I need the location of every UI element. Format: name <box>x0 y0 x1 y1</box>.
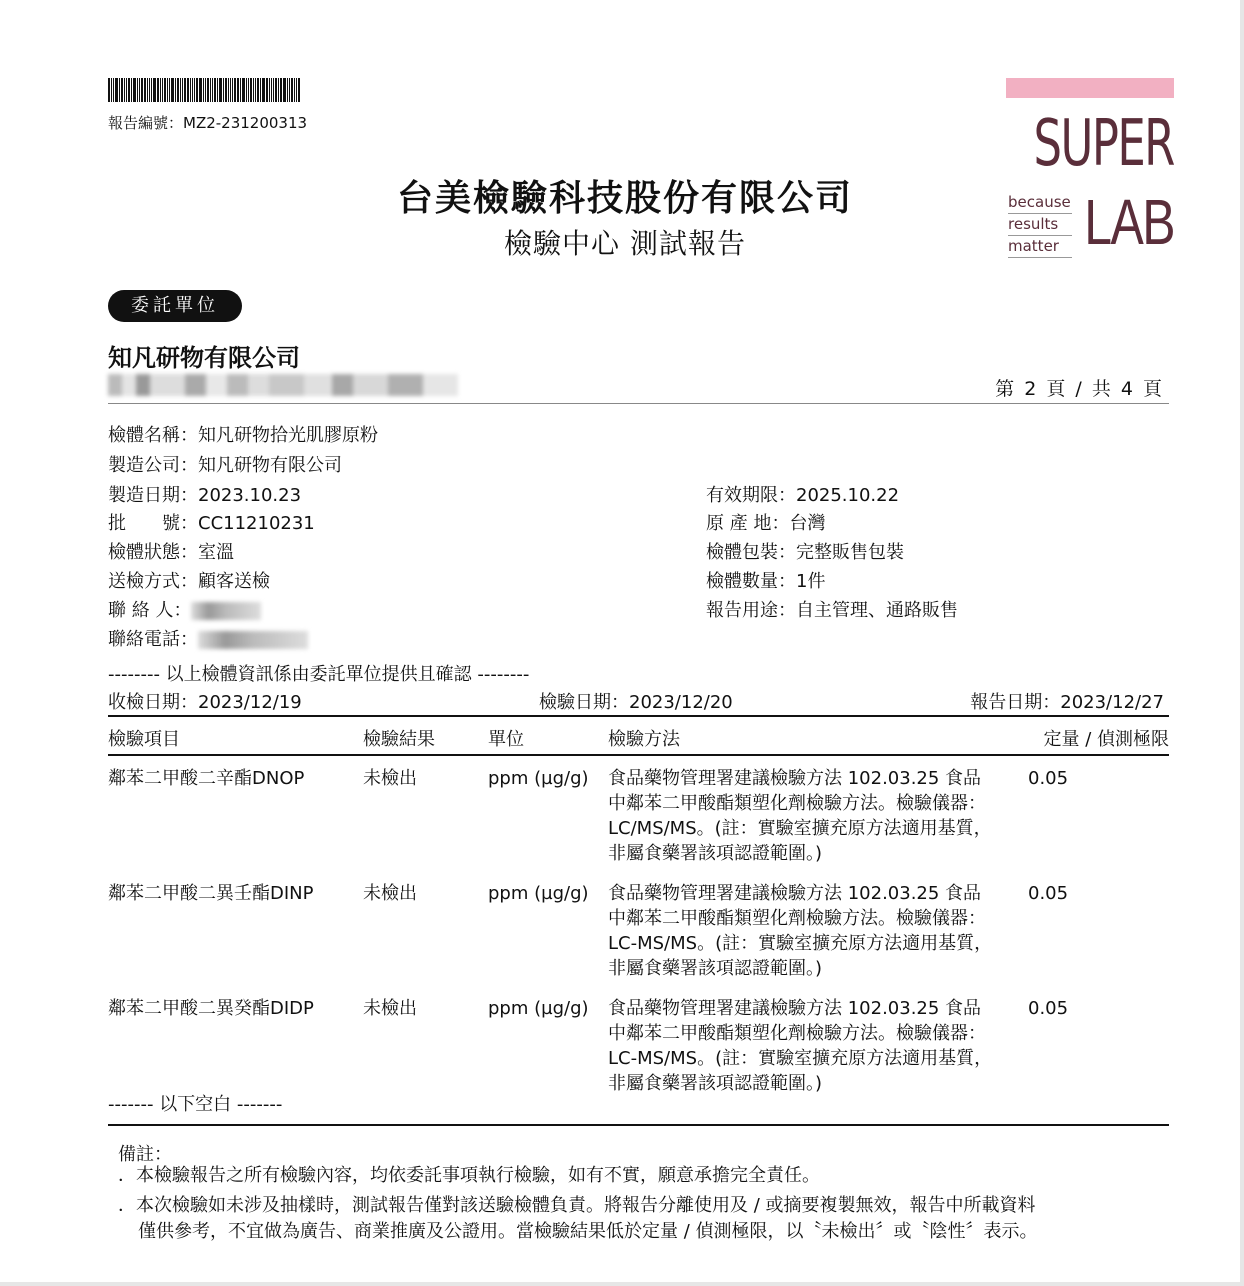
barcode-bar <box>253 78 254 102</box>
barcode-bar <box>296 78 297 102</box>
cell-method <box>608 755 1018 871</box>
table-header-row <box>108 722 1169 755</box>
barcode-bar <box>184 78 186 102</box>
barcode-bar <box>121 78 123 102</box>
results-table <box>108 722 1169 1101</box>
cell-limit: 0.05 <box>1028 883 1069 904</box>
table-row <box>108 871 1169 986</box>
barcode-bar <box>164 78 166 102</box>
barcode-bar <box>269 78 270 102</box>
barcode-bar <box>294 78 295 102</box>
field-value: 2023.10.23 <box>198 485 302 506</box>
cell-limit: 0.05 <box>1028 998 1069 1019</box>
barcode-bar <box>275 78 277 102</box>
barcode-bar <box>115 78 118 102</box>
barcode-bar <box>219 78 222 102</box>
blank-below-note: ------- 以下空白 ------- <box>108 1094 283 1115</box>
cell-limit: 0.05 <box>1028 768 1069 789</box>
notes-top-rule <box>108 1124 1169 1126</box>
method-line: 非屬食藥署該項認證範圍。) <box>608 843 823 864</box>
field-packaging <box>706 538 904 564</box>
barcode-bar <box>210 78 211 102</box>
note-item: ．本次檢驗如未涉及抽樣時，測試報告僅對該送驗檢體負責。將報告分離使用及 / 或摘要複製無效，報告中所載資料 <box>118 1195 1036 1216</box>
method-line: 食品藥物管理署建議檢驗方法 102.03.25 食品 <box>608 998 982 1019</box>
barcode-bar <box>128 78 130 102</box>
field-value: 1件 <box>796 571 826 592</box>
logo-tagline-line: results <box>1008 214 1072 236</box>
barcode-bar <box>255 78 256 102</box>
field-label: 報告用途： <box>706 600 796 621</box>
field-manufacture-date <box>108 481 301 507</box>
barcode-bar <box>182 78 183 102</box>
barcode-bar <box>162 78 163 102</box>
barcode-bar <box>217 78 218 102</box>
barcode-bar <box>139 78 140 102</box>
report-subtitle: 檢驗中心 測試報告 <box>504 227 746 260</box>
barcode-bar <box>237 78 239 102</box>
field-label: 檢體名稱： <box>108 425 198 446</box>
company-name: 台美檢驗科技股份有限公司 <box>396 178 853 219</box>
barcode-bar <box>192 78 193 102</box>
logo-accent-bar <box>1006 78 1174 98</box>
field-sample-state <box>108 538 234 564</box>
confirm-note: -------- 以上檢體資訊係由委託單位提供且確認 -------- <box>108 664 530 685</box>
field-purpose <box>706 596 958 622</box>
method-line: 食品藥物管理署建議檢驗方法 102.03.25 食品 <box>608 768 982 789</box>
client-name: 知凡研物有限公司 <box>108 344 300 372</box>
barcode-bar <box>234 78 236 102</box>
received-date: 收檢日期：2023/12/19 <box>108 692 302 713</box>
barcode-bar <box>248 78 249 102</box>
barcode-bar <box>240 78 241 102</box>
cell-result: 未檢出 <box>363 998 417 1019</box>
field-label: 製造日期： <box>108 485 198 506</box>
barcode-bar <box>169 78 170 102</box>
redacted-address <box>108 374 458 396</box>
barcode-bar <box>273 78 274 102</box>
cell-unit: ppm (µg/g) <box>488 998 589 1019</box>
barcode-bar <box>225 78 227 102</box>
barcode-bar <box>257 78 259 102</box>
logo-tagline-line: matter <box>1008 236 1072 258</box>
barcode-bar <box>228 78 229 102</box>
header-result: 檢驗結果 <box>363 722 488 755</box>
method-line: LC-MS/MS。(註：實驗室擴充原方法適用基質， <box>608 1048 993 1069</box>
barcode-bar <box>199 78 202 102</box>
barcode-bar <box>291 78 293 102</box>
barcode-bar <box>137 78 138 102</box>
barcode-bar <box>250 78 252 102</box>
notes-title: 備註： <box>118 1144 172 1165</box>
barcode-bar <box>194 78 195 102</box>
note-item: ．本檢驗報告之所有檢驗內容，均依委託事項執行檢驗，如有不實，願意承擔完全責任。 <box>118 1165 820 1186</box>
field-origin <box>706 509 825 535</box>
field-label: 聯 絡 人： <box>108 600 192 621</box>
barcode-bar <box>214 78 216 102</box>
divider <box>108 403 1169 404</box>
method-line: 非屬食藥署該項認證範圍。) <box>608 1073 823 1094</box>
barcode-bar <box>266 78 268 102</box>
client-section-label: 委託單位 <box>108 290 242 322</box>
field-value: 知凡研物拾光肌膠原粉 <box>198 425 378 446</box>
field-value: 2025.10.22 <box>796 485 900 506</box>
header-unit: 單位 <box>488 722 608 755</box>
barcode-bar <box>271 78 272 102</box>
barcode-bar <box>280 78 282 102</box>
note-item: 僅供參考，不宜做為廣告、商業推廣及公證用。當檢驗結果低於定量 / 偵測極限，以〝未檢出〞或〝陰性〞表示。 <box>138 1221 1038 1242</box>
report-number: 報告編號：MZ2-231200313 <box>108 114 308 132</box>
barcode-bar <box>119 78 120 102</box>
header-item: 檢驗項目 <box>108 722 363 755</box>
method-line: LC-MS/MS。(註：實驗室擴充原方法適用基質， <box>608 933 993 954</box>
field-value: 顧客送檢 <box>198 571 270 592</box>
barcode-bar <box>171 78 174 102</box>
barcode-bar <box>108 78 110 102</box>
header-limit: 定量 / 偵測極限 <box>1018 722 1169 755</box>
barcode-bar <box>113 78 114 102</box>
field-value: 室溫 <box>198 542 234 563</box>
barcode-bar <box>111 78 112 102</box>
cell-method <box>608 986 1018 1101</box>
field-label: 檢體包裝： <box>706 542 796 563</box>
barcode-bar <box>232 78 233 102</box>
page-indicator: 第 2 頁 / 共 4 頁 <box>995 378 1164 400</box>
cell-method <box>608 871 1018 986</box>
barcode-bar <box>190 78 191 102</box>
cell-item: 鄰苯二甲酸二辛酯DNOP <box>108 768 305 789</box>
cell-result: 未檢出 <box>363 883 417 904</box>
cell-item: 鄰苯二甲酸二異壬酯DINP <box>108 883 314 904</box>
barcode-bar <box>223 78 224 102</box>
barcode-bar <box>298 78 300 102</box>
field-value: 完整販售包裝 <box>796 542 904 563</box>
barcode-bar <box>187 78 189 102</box>
logo-tagline-line: because <box>1008 192 1072 214</box>
barcode-bar <box>262 78 265 102</box>
field-batch-number <box>108 509 315 535</box>
field-label: 檢體狀態： <box>108 542 198 563</box>
barcode-bar <box>157 78 159 102</box>
barcode-bar <box>207 78 209 102</box>
method-line: 中鄰苯二甲酸酯類塑化劑檢驗方法。檢驗儀器： <box>608 908 986 929</box>
cell-item: 鄰苯二甲酸二異癸酯DIDP <box>108 998 314 1019</box>
redacted-contact <box>191 602 261 620</box>
barcode-bar <box>278 78 279 102</box>
barcode-bar <box>175 78 176 102</box>
table-row <box>108 755 1169 871</box>
field-value: 台灣 <box>789 513 826 534</box>
barcode-bar <box>230 78 231 102</box>
barcode-bar <box>147 78 148 102</box>
header-method: 檢驗方法 <box>608 722 1018 755</box>
barcode-bar <box>283 78 286 102</box>
barcode-bar <box>242 78 245 102</box>
logo-lab-text: LAB <box>1084 186 1174 258</box>
barcode-bar <box>205 78 206 102</box>
field-label: 有效期限： <box>706 485 796 506</box>
barcode-bar <box>289 78 290 102</box>
field-label: 原 產 地： <box>706 513 790 534</box>
field-contact-person <box>108 596 261 622</box>
barcode-bar <box>131 78 132 102</box>
barcode-bar <box>287 78 288 102</box>
barcode-bar <box>133 78 136 102</box>
table-row <box>108 986 1169 1101</box>
cell-result: 未檢出 <box>363 768 417 789</box>
field-contact-phone <box>108 625 308 651</box>
barcode-bar <box>126 78 127 102</box>
field-value: 知凡研物有限公司 <box>198 455 342 476</box>
barcode <box>108 78 348 102</box>
barcode-bar <box>196 78 198 102</box>
barcode-bar <box>151 78 152 102</box>
barcode-bar <box>160 78 161 102</box>
field-label: 檢體數量： <box>706 571 796 592</box>
field-manufacturer <box>108 451 342 477</box>
redacted-phone <box>198 631 308 649</box>
barcode-bar <box>149 78 150 102</box>
field-expiry-date <box>706 481 899 507</box>
barcode-bar <box>246 78 247 102</box>
barcode-bar <box>124 78 125 102</box>
barcode-bar <box>212 78 213 102</box>
method-line: 中鄰苯二甲酸酯類塑化劑檢驗方法。檢驗儀器： <box>608 1023 986 1044</box>
barcode-bar <box>141 78 143 102</box>
super-lab-logo <box>1006 78 1174 262</box>
barcode-bar <box>177 78 179 102</box>
method-line: LC/MS/MS。(註：實驗室擴充原方法適用基質， <box>608 818 992 839</box>
barcode-bar <box>180 78 181 102</box>
field-quantity <box>706 567 825 593</box>
method-line: 中鄰苯二甲酸酯類塑化劑檢驗方法。檢驗儀器： <box>608 793 986 814</box>
report-date: 報告日期：2023/12/27 <box>970 692 1164 713</box>
barcode-bar <box>153 78 156 102</box>
barcode-bar <box>260 78 261 102</box>
barcode-bar <box>203 78 204 102</box>
table-top-rule <box>108 715 1169 717</box>
barcode-bar <box>167 78 168 102</box>
field-label: 送檢方式： <box>108 571 198 592</box>
logo-super-text: SUPER <box>1033 107 1174 181</box>
field-label: 製造公司： <box>108 455 198 476</box>
field-delivery-method <box>108 567 270 593</box>
field-label: 批 號： <box>108 513 198 534</box>
field-sample-name <box>108 421 378 447</box>
method-line: 非屬食藥署該項認證範圍。) <box>608 958 823 979</box>
cell-unit: ppm (µg/g) <box>488 768 589 789</box>
barcode-bar <box>144 78 146 102</box>
logo-tagline <box>1008 192 1072 258</box>
field-label: 聯絡電話： <box>108 629 198 650</box>
cell-unit: ppm (µg/g) <box>488 883 589 904</box>
method-line: 食品藥物管理署建議檢驗方法 102.03.25 食品 <box>608 883 982 904</box>
field-value: CC11210231 <box>198 513 315 534</box>
field-value: 自主管理、通路販售 <box>796 600 958 621</box>
test-date: 檢驗日期：2023/12/20 <box>539 692 733 713</box>
